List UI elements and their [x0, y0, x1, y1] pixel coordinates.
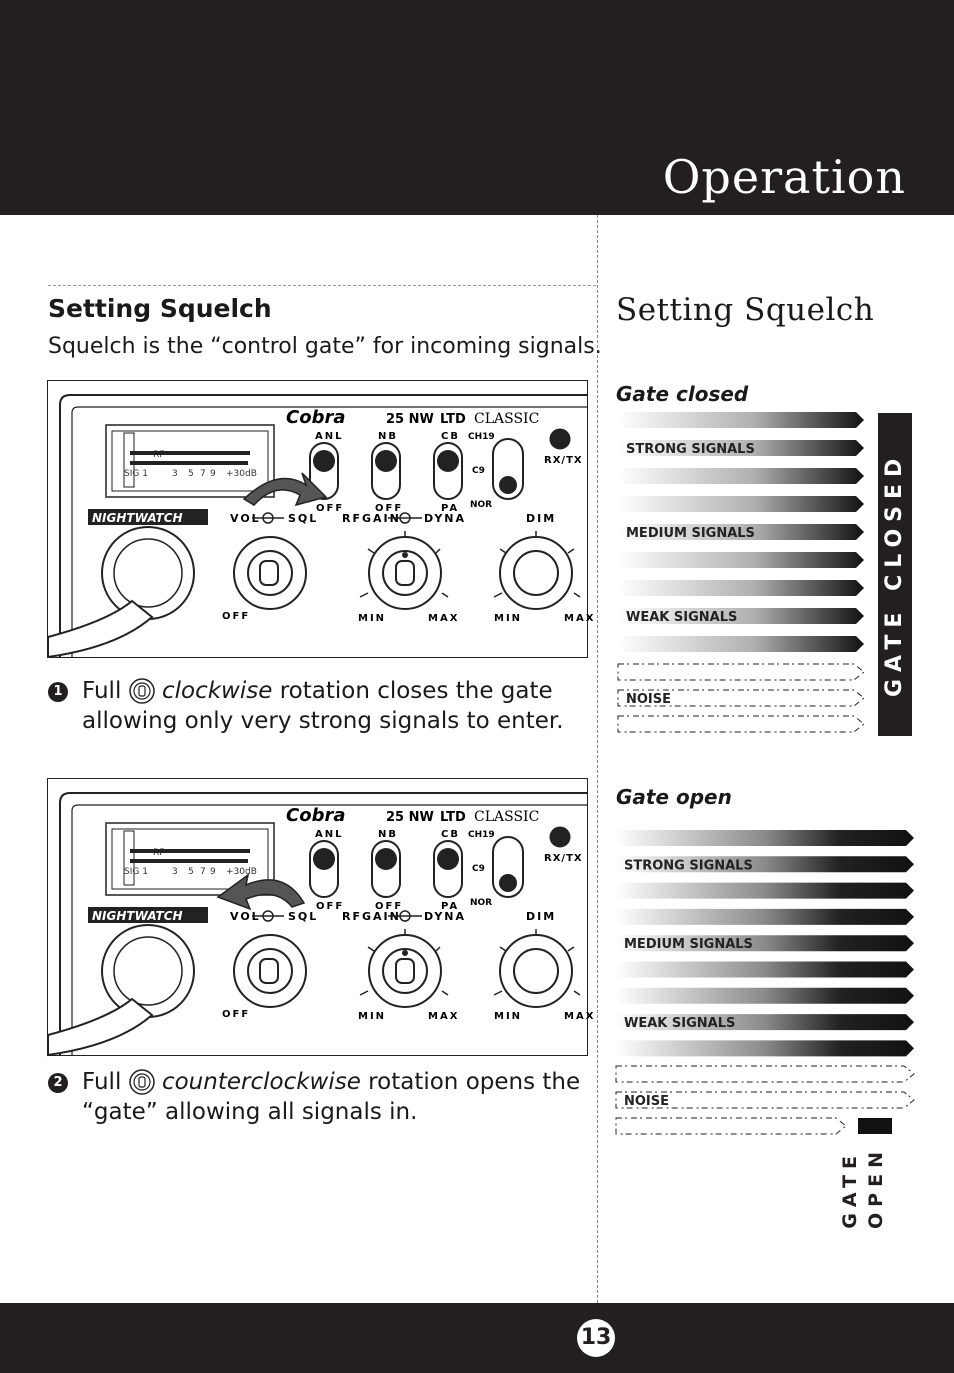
radio-r-b1-label: OFF: [375, 901, 404, 912]
radio-r-classic-label: CLASSIC: [474, 809, 540, 825]
step-number: 2: [48, 1073, 68, 1093]
radio-m-s4-label: 9: [210, 867, 216, 877]
radio-r-dyna-label: DYNA: [424, 910, 467, 923]
radio-illustration-counterclockwise: [47, 778, 596, 1056]
radio-r-off-label: OFF: [222, 1009, 251, 1020]
radio-r-ch19-label: CH19: [468, 830, 495, 840]
gate-open-marker: [858, 1118, 892, 1134]
radio-r-rxtx-label: RX/TX: [544, 853, 583, 864]
radio-r-b0-label: OFF: [316, 503, 345, 514]
radio-r-nor-label: NOR: [470, 500, 493, 510]
radio-r-b0-label: OFF: [316, 901, 345, 912]
radio-r-min1-label: MIN: [358, 613, 387, 624]
radio-m-s5-label: +30dB: [226, 469, 257, 479]
signal-label: WEAK SIGNALS: [626, 610, 738, 625]
signal-bar: [618, 468, 864, 484]
radio-r-t0-label: ANL: [315, 431, 344, 442]
step-text-post: rotation opens the “gate” allowing all signals in.: [82, 1069, 581, 1125]
signal-label: MEDIUM SIGNALS: [624, 937, 753, 953]
radio-r-off-label: OFF: [222, 611, 251, 622]
page-number: 13: [577, 1319, 615, 1357]
radio-r-min2-label: MIN: [494, 1011, 523, 1022]
gate-closed-bar: [878, 413, 912, 736]
radio-r-sql-label: SQL: [288, 910, 319, 923]
radio-r-b2-label: PA: [441, 503, 460, 514]
side-title: Setting Squelch: [616, 292, 875, 328]
radio-m-s0-label: SIG 1: [124, 469, 148, 479]
radio-r-max1-label: MAX: [428, 1011, 460, 1022]
radio-illustration-clockwise: [47, 380, 596, 658]
radio-r-max1-label: MAX: [428, 613, 460, 624]
radio-r-t1-label: NB: [378, 431, 398, 442]
radio-r-min1-label: MIN: [358, 1011, 387, 1022]
noise-bar: [618, 664, 864, 680]
signal-bar: [618, 412, 864, 428]
radio-m-s3-label: 7: [200, 469, 206, 479]
radio-r-c9-label: C9: [472, 864, 485, 874]
signal-bar: [616, 962, 914, 978]
gate-open-word-1: GATE: [839, 1150, 861, 1229]
noise-bar: [616, 1066, 914, 1082]
radio-r-max2-label: MAX: [564, 1011, 596, 1022]
radio-r-c9-label: C9: [472, 466, 485, 476]
radio-r-b1-label: OFF: [375, 503, 404, 514]
radio-r-nor-label: NOR: [470, 898, 493, 908]
radio-r-b2-label: PA: [441, 901, 460, 912]
radio-m-s2-label: 5: [188, 867, 194, 877]
radio-r-nw-label: NIGHTWATCH: [92, 511, 183, 525]
signal-bar: [618, 580, 864, 596]
radio-r-t2-label: CB: [441, 431, 460, 442]
signal-bar: [618, 496, 864, 512]
radio-r-ltd-label: LTD: [440, 412, 466, 427]
radio-r-ltd-label: LTD: [440, 810, 466, 825]
radio-r-max2-label: MAX: [564, 613, 596, 624]
header-title: Operation: [662, 150, 906, 204]
radio-r-dim-label: DIM: [526, 512, 557, 525]
signal-bar: [616, 1040, 914, 1056]
noise-label: NOISE: [624, 1094, 670, 1109]
radio-m-s0-label: SIG 1: [124, 867, 148, 877]
signal-label: STRONG SIGNALS: [626, 442, 755, 457]
radio-m-s1-label: 3: [172, 867, 178, 877]
radio-r-model-label: 25 NW: [386, 412, 434, 427]
radio-r-dyna-label: DYNA: [424, 512, 467, 525]
radio-r-rxtx-label: RX/TX: [544, 455, 583, 466]
signal-bar: [616, 830, 914, 846]
gate-open-signal-diagram: [612, 826, 922, 1138]
noise-label: NOISE: [626, 692, 672, 707]
radio-r-min2-label: MIN: [494, 613, 523, 624]
radio-m-s5-label: +30dB: [226, 867, 257, 877]
section-rule: [48, 285, 596, 286]
radio-r-sql-label: SQL: [288, 512, 319, 525]
gate-open-heading: Gate open: [616, 785, 732, 809]
radio-r-t2-label: CB: [441, 829, 460, 840]
signal-bar: [616, 883, 914, 899]
radio-r-vol-label: VOL: [230, 910, 261, 923]
signal-label: STRONG SIGNALS: [624, 858, 753, 874]
gate-open-word-2: OPEN: [865, 1146, 887, 1229]
radio-r-rfg-label: RFGAIN: [342, 910, 401, 923]
step-text-pre: Full: [82, 1069, 122, 1095]
signal-label: MEDIUM SIGNALS: [626, 526, 755, 541]
radio-m-s3-label: 7: [200, 867, 206, 877]
gate-closed-signal-diagram: [612, 408, 872, 740]
step-text-direction: clockwise: [161, 678, 273, 704]
signal-bar: [616, 988, 914, 1004]
radio-r-brand-label: Cobra: [286, 407, 346, 428]
step-text-pre: Full: [82, 678, 122, 704]
signal-bar: [618, 636, 864, 652]
noise-bar: [618, 716, 864, 732]
signal-bar: [616, 909, 914, 925]
section-title: Setting Squelch: [48, 294, 272, 323]
step-text-post: rotation closes the gate allowing only very strong signals to enter.: [82, 678, 564, 734]
radio-r-rfg-label: RFGAIN: [342, 512, 401, 525]
radio-m-s4-label: 9: [210, 469, 216, 479]
radio-m-s2-label: 5: [188, 469, 194, 479]
radio-r-ch19-label: CH19: [468, 432, 495, 442]
gate-closed-label: GATE CLOSED: [882, 451, 907, 698]
radio-r-brand-label: Cobra: [286, 805, 346, 826]
gate-closed-heading: Gate closed: [616, 382, 749, 406]
page-header: [0, 0, 954, 215]
page-footer: [0, 1303, 954, 1373]
signal-bar: [618, 552, 864, 568]
radio-r-nw-label: NIGHTWATCH: [92, 909, 183, 923]
column-divider: [597, 215, 598, 1303]
radio-r-vol-label: VOL: [230, 512, 261, 525]
section-subtitle: Squelch is the “control gate” for incoming signals.: [48, 334, 602, 359]
radio-r-t1-label: NB: [378, 829, 398, 840]
step-number: 1: [48, 682, 68, 702]
radio-r-dim-label: DIM: [526, 910, 557, 923]
noise-bar: [616, 1118, 846, 1134]
radio-r-t0-label: ANL: [315, 829, 344, 840]
squelch-knob-icon: [129, 678, 155, 704]
squelch-knob-icon: [129, 1069, 155, 1095]
radio-m-s1-label: 3: [172, 469, 178, 479]
signal-label: WEAK SIGNALS: [624, 1016, 736, 1032]
step-text-direction: counterclockwise: [161, 1069, 361, 1095]
radio-r-model-label: 25 NW: [386, 810, 434, 825]
radio-r-classic-label: CLASSIC: [474, 411, 540, 427]
